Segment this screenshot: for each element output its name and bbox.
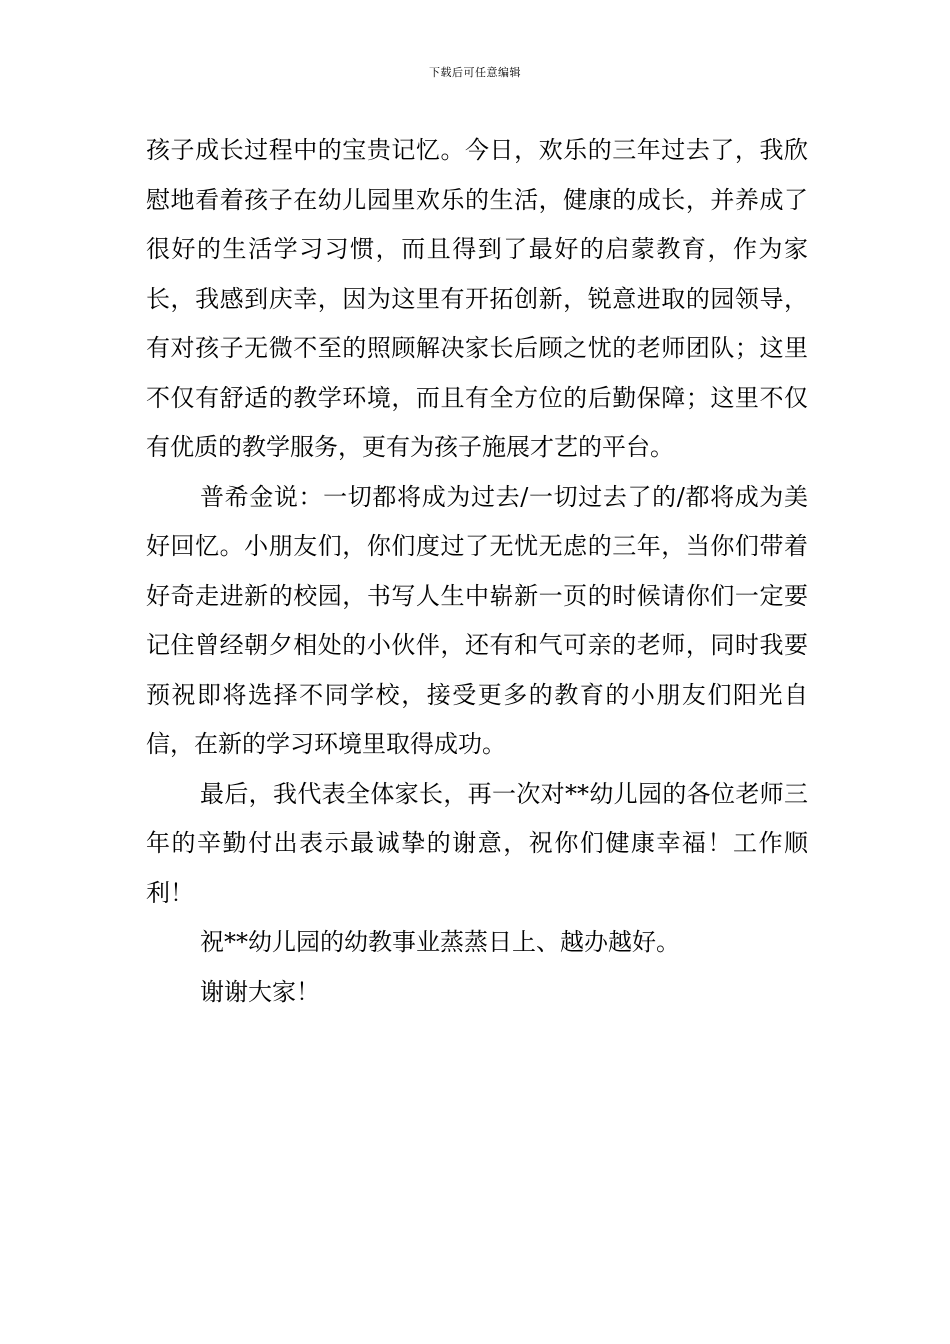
- page-header-note: 下载后可任意编辑: [429, 66, 521, 79]
- document-body: [146, 126, 808, 1017]
- paragraph-2: 普希金说：一切都将成为过去/一切过去了的/都将成为美好回忆。小朋友们，你们度过了无忧无虑的三年，当你们带着好奇走进新的校园，书写人生中崭新一页的时候请你们一定要记住曾经朝夕相处的小伙伴，还有和气可亲的老师，同时我要预祝即将选择不同学校，接受更多的教育的小朋友们阳光自信，在新的学习环境里取得成功。: [146, 482, 808, 758]
- paragraph-4: 祝**幼儿园的幼教事业蒸蒸日上、越办越好。: [200, 928, 680, 956]
- paragraph-1: 孩子成长过程中的宝贵记忆。今日，欢乐的三年过去了，我欣慰地看着孩子在幼儿园里欢乐的生活，健康的成长，并养成了很好的生活学习习惯，而且得到了最好的启蒙教育，作为家长，我感到庆幸，因为这里有开拓创新，锐意进取的园领导，有对孩子无微不至的照顾解决家长后顾之忧的老师团队；这里不仅有舒适的教学环境，而且有全方位的后勤保障；这里不仅有优质的教学服务，更有为孩子施展才艺的平台。: [146, 136, 808, 461]
- paragraph-3: 最后，我代表全体家长，再一次对**幼儿园的各位老师三年的辛勤付出表示最诚挚的谢意，祝你们健康幸福！工作顺利！: [146, 779, 808, 907]
- paragraph-5: 谢谢大家！: [200, 977, 320, 1006]
